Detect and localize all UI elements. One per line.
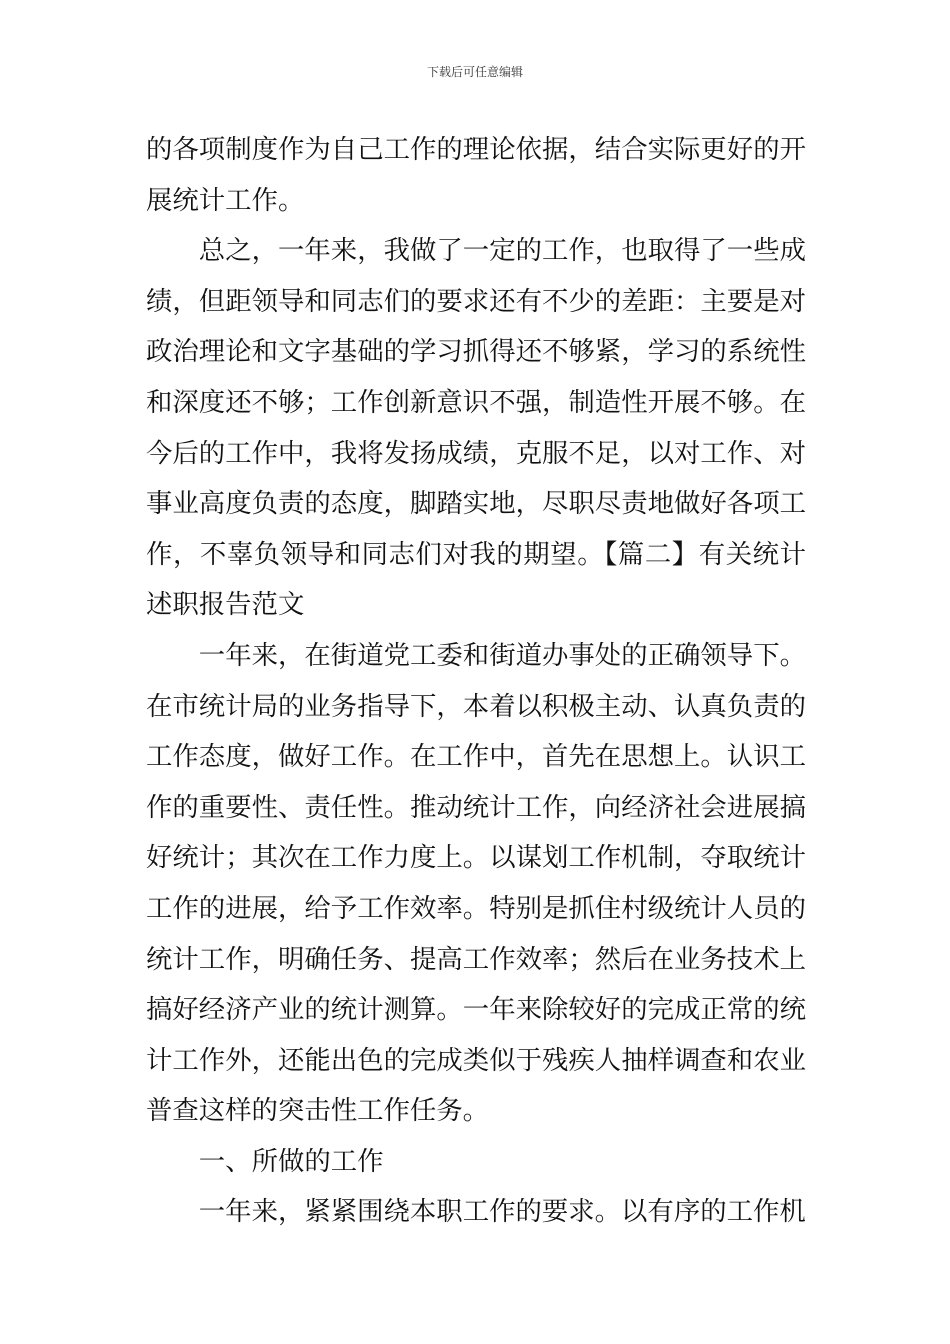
paragraph-2: 总之，一年来，我做了一定的工作，也取得了一些成绩，但距领导和同志们的要求还有不少的差距：主要是对政治理论和文字基础的学习抓得还不够紧，学习的系统性和深度还不够；工作创新意识不强，制造性开展不够。在今后的工作中，我将发扬成绩，克服不足，以对工作、对事业高度负责的态度，脚踏实地，尽职尽责地做好各项工作，不辜负领导和同志们对我的期望。【篇二】有关统计述职报告范文 bbox=[146, 235, 806, 621]
page-header-note: 下载后可任意编辑 bbox=[426, 65, 523, 79]
section-heading: 一、所做的工作 bbox=[198, 1145, 384, 1177]
paragraph-1: 的各项制度作为自己工作的理论依据，结合实际更好的开展统计工作。 bbox=[146, 134, 806, 216]
paragraph-3: 一年来，在街道党工委和街道办事处的正确领导下。在市统计局的业务指导下，本着以积极主动、认真负责的工作态度，做好工作。在工作中，首先在思想上。认识工作的重要性、责任性。推动统计工作，向经济社会进展搞好统计；其次在工作力度上。以谋划工作机制，夺取统计工作的进展，给予工作效率。特别是抓住村级统计人员的统计工作，明确任务、提高工作效率；然后在业务技术上搞好经济产业的统计测算。一年来除较好的完成正常的统计工作外，还能出色的完成类似于残疾人抽样调查和农业普查这样的突击性工作任务。 bbox=[146, 639, 806, 1127]
document-body bbox=[146, 125, 806, 1238]
paragraph-4: 一年来，紧紧围绕本职工作的要求。以有序的工作机 bbox=[198, 1196, 806, 1228]
